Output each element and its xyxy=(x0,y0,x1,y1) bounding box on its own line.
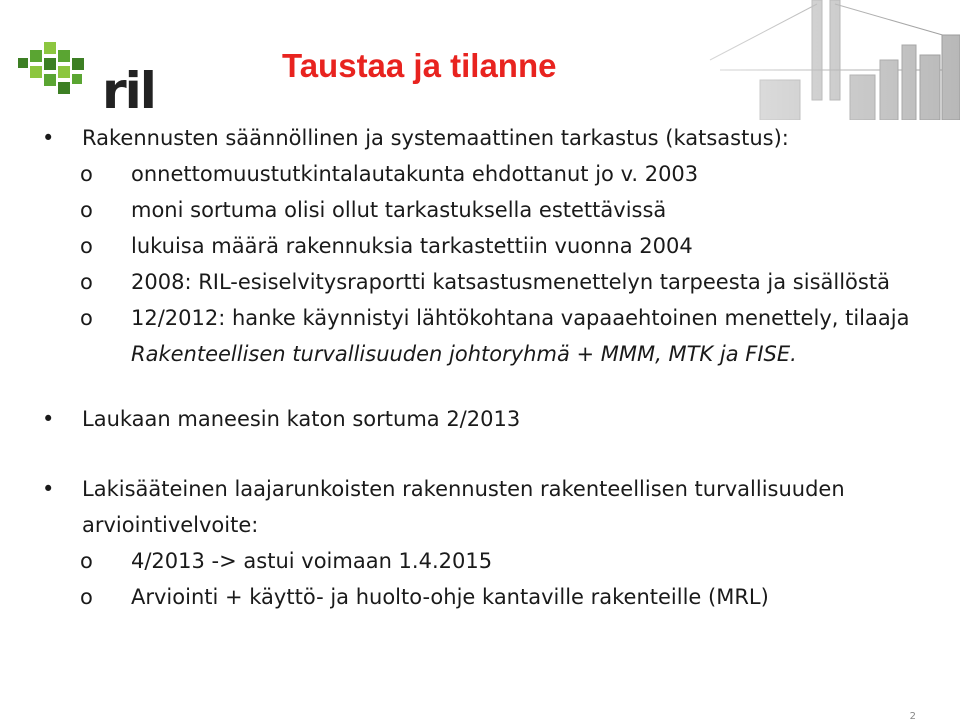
bullet-item-2: • Laukaan maneesin katon sortuma 2/2013 xyxy=(38,401,938,437)
sub-item xyxy=(38,543,938,579)
skyline-bridge-image xyxy=(580,0,960,120)
sub-item-text: onnettomuustutkintalautakunta ehdottanut jo v. 2003 xyxy=(131,162,699,186)
sub-item xyxy=(38,264,938,300)
sub-item-text: lukuisa määrä rakennuksia tarkastettiin vuonna 2004 xyxy=(131,234,693,258)
sub-item xyxy=(38,300,938,372)
sub-item xyxy=(38,192,938,228)
logo-text: ril xyxy=(102,62,155,120)
page-number: 2 xyxy=(909,711,916,722)
sub-marker: o xyxy=(80,549,93,573)
bullet-list xyxy=(38,120,938,615)
sub-marker: o xyxy=(80,198,93,222)
sub-item-text: Arviointi + käyttö- ja huolto-ohje kantaville rakenteille (MRL) xyxy=(131,585,769,609)
sub-item-text: 4/2013 -> astui voimaan 1.4.2015 xyxy=(131,549,493,573)
sub-item-italic-text: Rakenteellisen turvallisuuden johtoryhmä + MMM, MTK ja FISE. xyxy=(131,342,797,366)
ril-logo xyxy=(14,36,164,120)
sub-marker: o xyxy=(80,234,93,258)
page-title: Taustaa ja tilanne xyxy=(282,47,557,84)
sub-marker: o xyxy=(80,162,93,186)
sub-marker: o xyxy=(80,306,93,330)
sub-item-text: 12/2012: hanke käynnistyi lähtökohtana vapaaehtoinen menettely, tilaaja xyxy=(131,306,910,330)
bullet-item-3: • Lakisääteinen laajarunkoisten rakennusten rakenteellisen turvallisuuden arviointivelvoite: xyxy=(38,471,938,543)
sub-marker: o xyxy=(80,270,93,294)
sub-marker: o xyxy=(80,585,93,609)
sub-item xyxy=(38,156,938,192)
bullet-item-1: • Rakennusten säännöllinen ja systemaattinen tarkastus (katsastus): xyxy=(38,120,938,156)
ril-cube-logo-icon xyxy=(14,36,98,106)
sub-item-text: 2008: RIL-esiselvitysraportti katsastusmenettelyn tarpeesta ja sisällöstä xyxy=(131,270,890,294)
sub-item xyxy=(38,579,938,615)
sub-item xyxy=(38,228,938,264)
sub-item-text: moni sortuma olisi ollut tarkastuksella estettävissä xyxy=(131,198,667,222)
